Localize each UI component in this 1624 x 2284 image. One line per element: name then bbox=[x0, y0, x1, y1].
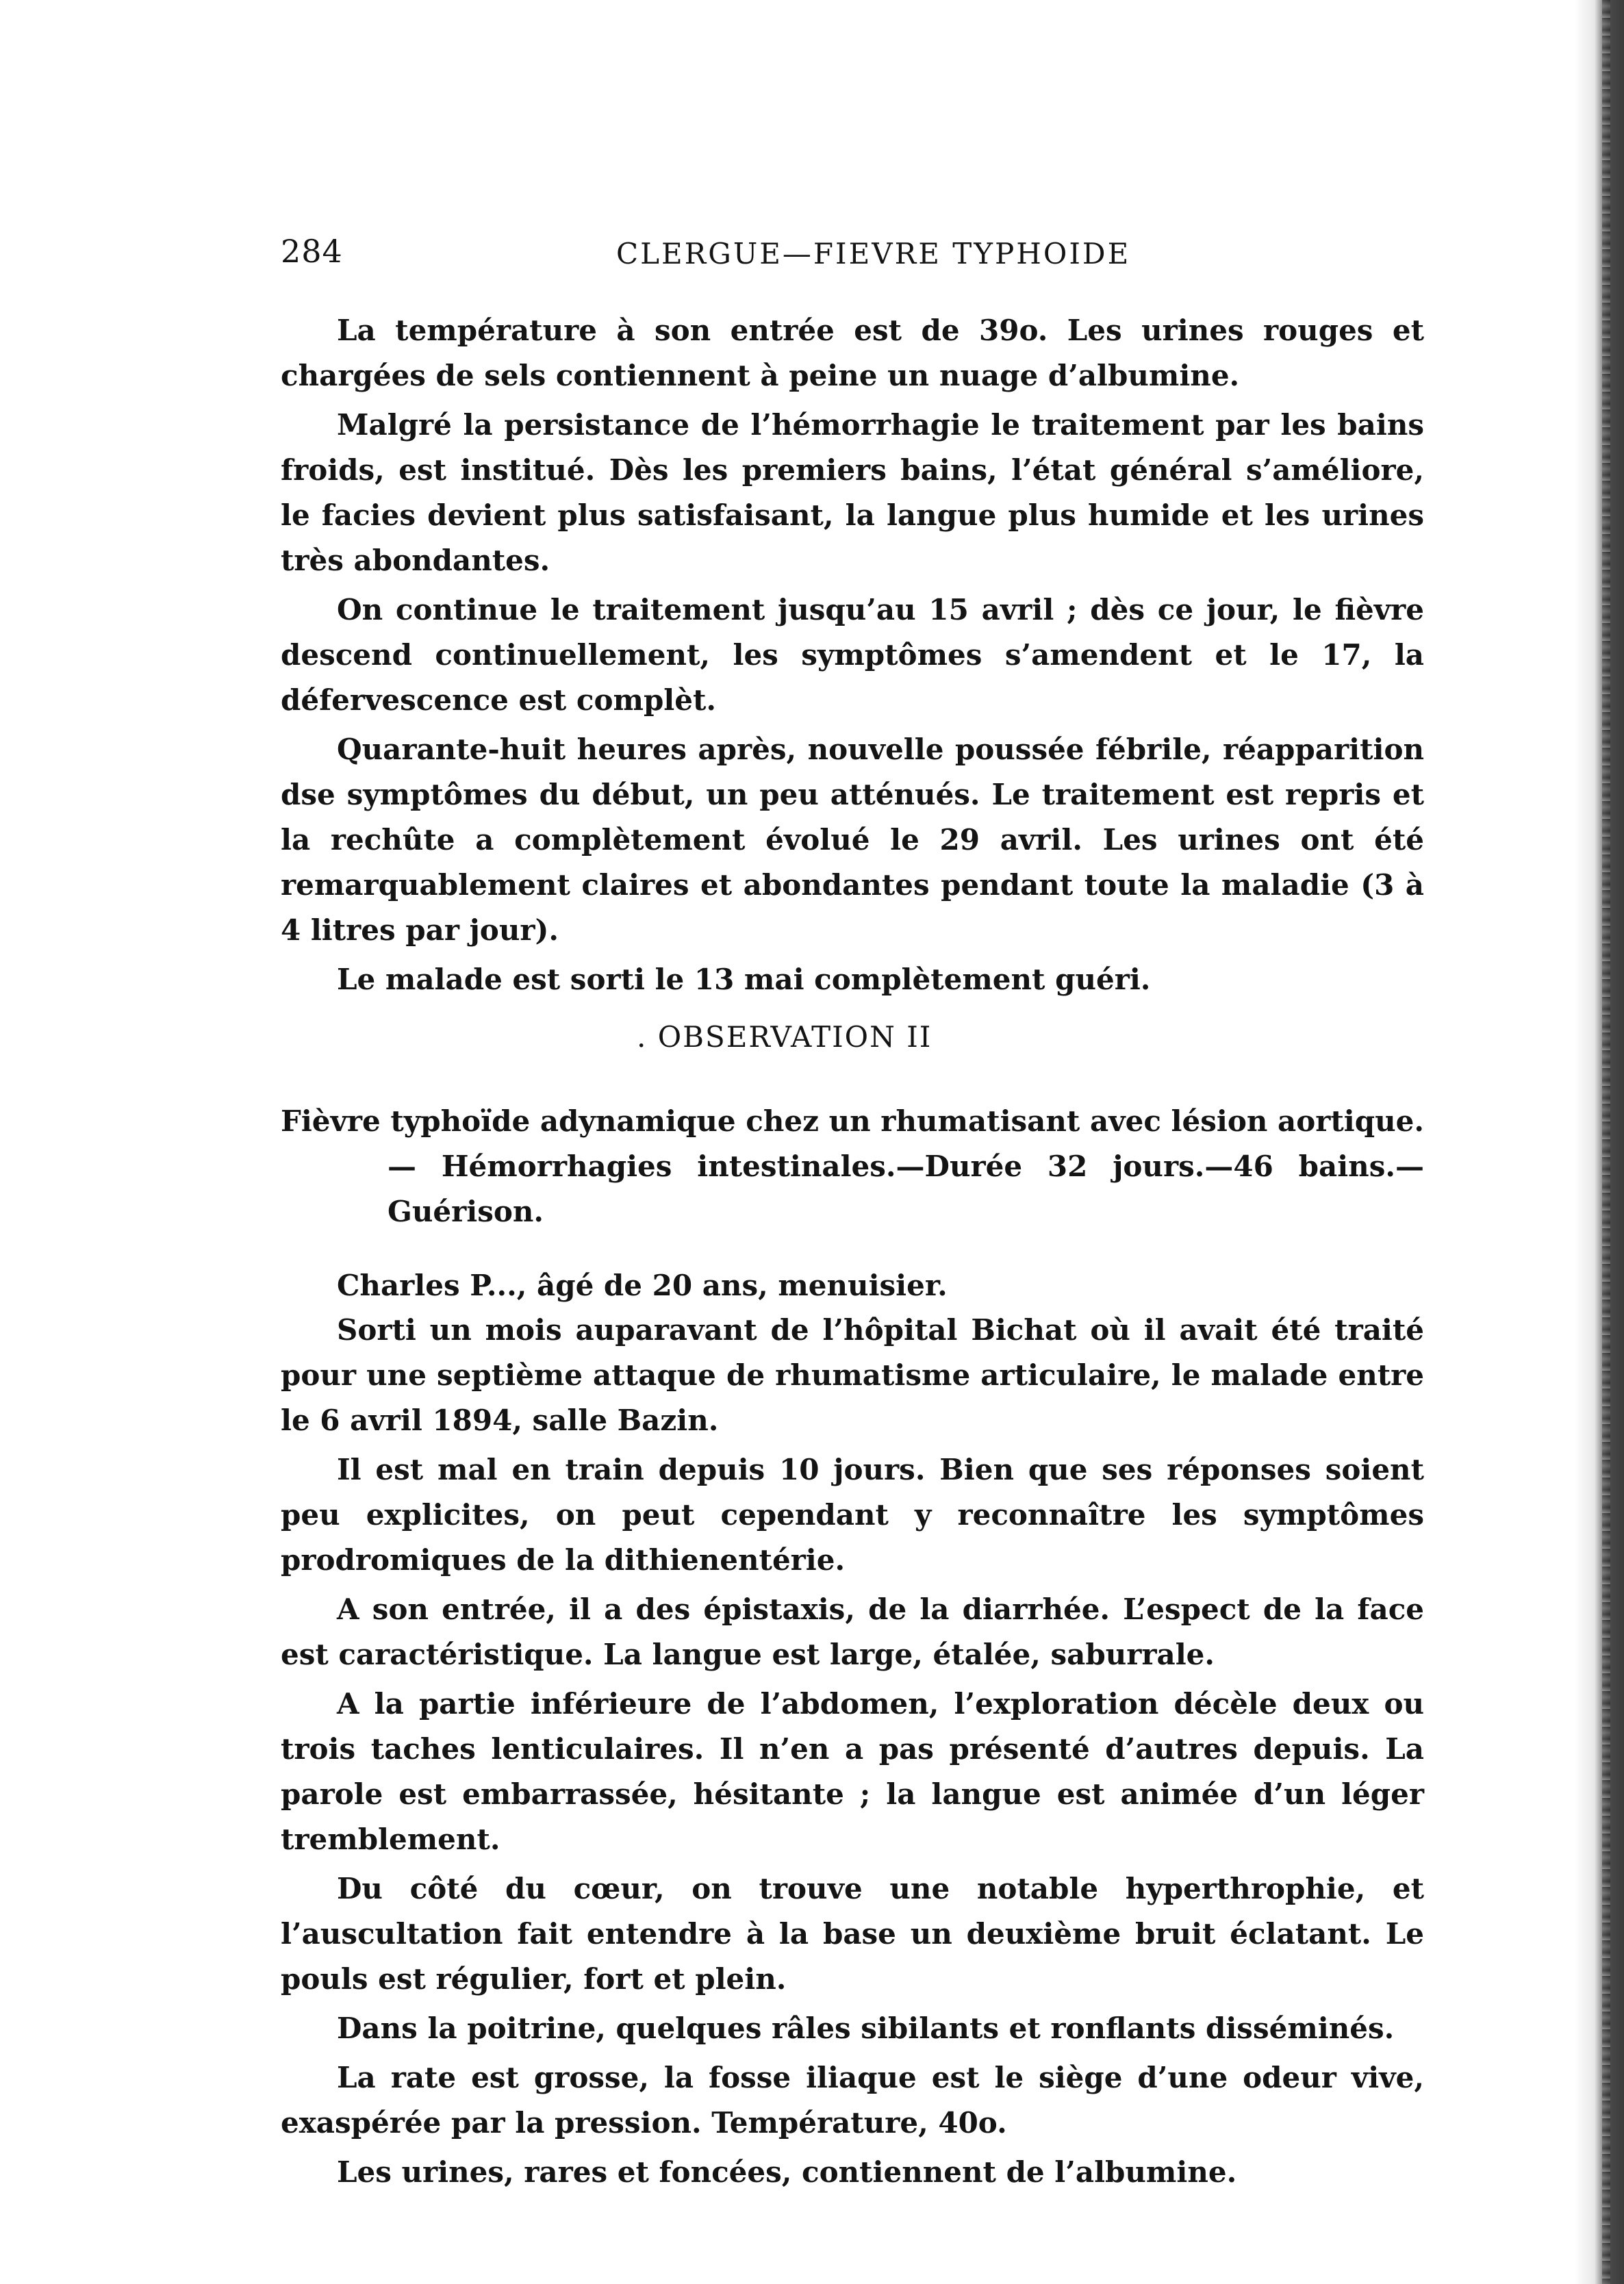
observation-heading: . OBSERVATION II bbox=[637, 1020, 932, 1054]
scan-binding-edge bbox=[1575, 0, 1624, 2284]
paragraph: La température à son entrée est de 39o. Les urines rouges et chargées de sels contiennent à peine un nuage d’albumine. bbox=[281, 314, 1424, 392]
paragraph: On continue le traitement jusqu’au 15 avril ; dès ce jour, le fièvre descend continuellement, les symptômes s’amendent et le 17, la défervescence est complèt. bbox=[281, 593, 1424, 717]
paragraph: Malgré la persistance de l’hémorrhagie le traitement par les bains froids, est institué. Dès les premiers bains, l’état général s’améliore, le facies devient plus satisfaisant, la langue plus humide et les urines très abondantes. bbox=[281, 408, 1424, 577]
running-title: CLERGUE—FIEVRE TYPHOIDE bbox=[616, 237, 1131, 270]
paragraph: Il est mal en train depuis 10 jours. Bien que ses réponses soient peu explicites, on peut cependant y reconnaître les symptômes prodromiques de la dithienentérie. bbox=[281, 1453, 1424, 1577]
paragraph: Dans la poitrine, quelques râles sibilants et ronflants disséminés. bbox=[337, 2012, 1395, 2045]
paragraph: A son entrée, il a des épistaxis, de la diarrhée. L’espect de la face est caractéristique. La langue est large, étalée, saburrale. bbox=[281, 1593, 1424, 1671]
page-number: 284 bbox=[281, 233, 343, 270]
paragraph: Sorti un mois auparavant de l’hôpital Bichat où il avait été traité pour une septième attaque de rhumatisme articulaire, le malade entre le 6 avril 1894, salle Bazin. bbox=[281, 1313, 1424, 1437]
observation-i-continuation bbox=[281, 308, 1424, 1002]
observation-ii-body bbox=[281, 1308, 1424, 2195]
paragraph: Les urines, rares et foncées, contiennent de l’albumine. bbox=[337, 2155, 1237, 2189]
paragraph: A la partie inférieure de l’abdomen, l’exploration décèle deux ou trois taches lenticulaires. Il n’en a pas présenté d’autres depuis. La parole est embarrassée, hésitante ; la langue est animée d’un léger tremblement. bbox=[281, 1687, 1424, 1856]
paragraph: Quarante-huit heures après, nouvelle poussée fébrile, réapparition dse symptômes du début, un peu atténués. Le traitement est repris et la rechûte a complètement évolué le 29 avril. Les urines ont été remarquablement claires et abondantes pendant toute la maladie (3 à 4 litres par jour). bbox=[281, 733, 1424, 947]
observation-summary: Fièvre typhoïde adynamique chez un rhumatisant avec lésion aortique.— Hémorrhagies intestinales.—Durée 32 jours.—46 bains.—Guérison. bbox=[281, 1104, 1424, 1228]
paragraph: Le malade est sorti le 13 mai complètement guéri. bbox=[337, 963, 1151, 996]
page-header bbox=[281, 233, 1438, 281]
paragraph: Du côté du cœur, on trouve une notable hyperthrophie, et l’auscultation fait entendre à la base un deuxième bruit éclatant. Le pouls est régulier, fort et plein. bbox=[281, 1872, 1424, 1996]
paragraph: La rate est grosse, la fosse iliaque est le siège d’une odeur vive, exaspérée par la pression. Température, 40o. bbox=[281, 2061, 1424, 2140]
patient-line: Charles P..., âgé de 20 ans, menuisier. bbox=[337, 1269, 948, 1302]
